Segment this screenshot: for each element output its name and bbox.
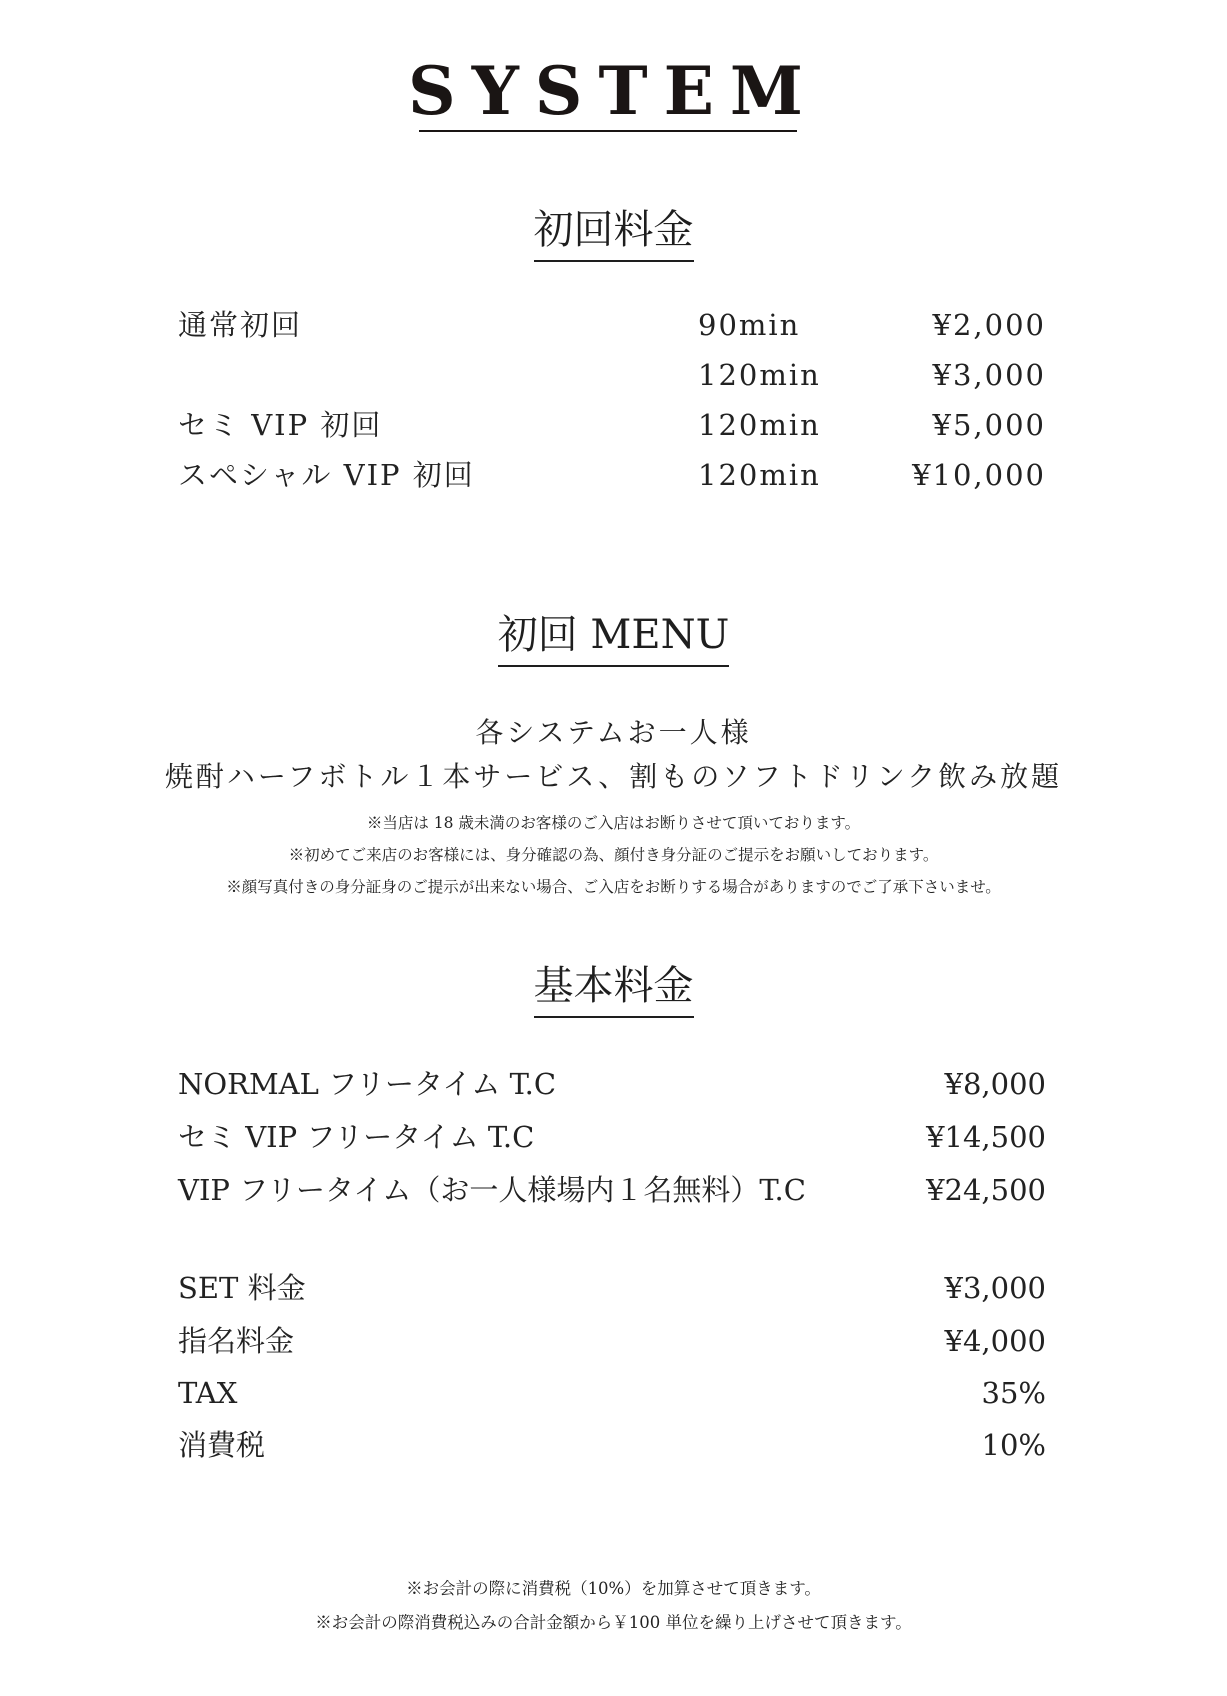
plan-duration: 120min [698,408,821,442]
charge-row [178,1424,1046,1466]
first-menu-heading-text: 初回 MENU [498,615,730,667]
basic-heading-text: 基本料金 [534,966,694,1018]
charge-row [178,1320,1046,1362]
free-time-row [178,1116,1046,1158]
first-menu-heading [0,612,1227,667]
plan-duration: 90min [698,308,801,342]
plan-label: スペシャル VIP 初回 [178,458,475,492]
plan-price: ¥5,000 [932,408,1046,442]
plan-label: セミ VIP 初回 [178,408,383,442]
charge-row [178,1267,1046,1309]
free-time-row [178,1063,1046,1105]
charge-price: ¥3,000 [944,1271,1046,1305]
free-time-price: ¥14,500 [926,1120,1046,1154]
charge-price: ¥4,000 [944,1324,1046,1358]
price-row [178,455,1046,495]
free-time-price: ¥24,500 [926,1173,1046,1207]
id-refusal-notice: ※顔写真付きの身分証身のご提示が出来ない場合、ご入店をお断りする場合がありますのでご了承下さいませ。 [226,878,1001,896]
plan-duration: 120min [698,458,821,492]
charge-price: 10% [981,1428,1046,1462]
charge-label: TAX [178,1376,238,1410]
plan-price: ¥3,000 [932,358,1046,392]
tax-notice: ※お会計の際に消費税（10%）を加算させて頂きます。 [406,1579,821,1598]
page-title: SYSTEM [408,52,819,130]
free-time-row [178,1169,1046,1211]
price-row [178,355,1046,395]
plan-label: 通常初回 [178,308,303,342]
menu-line: 焼酎ハーフボトル１本サービス、割ものソフトドリンク飲み放題 [164,760,1063,793]
price-row [178,305,1046,345]
basic-heading [0,963,1227,1018]
free-time-price: ¥8,000 [944,1067,1046,1101]
first-time-heading-text: 初回料金 [534,210,694,262]
plan-price: ¥10,000 [912,458,1046,492]
charge-price: 35% [981,1376,1046,1410]
charge-row [178,1372,1046,1414]
charge-label: SET 料金 [178,1271,306,1305]
free-time-label: VIP フリータイム（お一人様場内１名無料）T.C [178,1173,806,1207]
charge-label: 消費税 [178,1428,266,1462]
title-underline [419,130,797,132]
age-notice: ※当店は 18 歳未満のお客様のご入店はお断りさせて頂いております。 [366,814,861,832]
charge-label: 指名料金 [178,1324,295,1358]
id-notice: ※初めてご来店のお客様には、身分確認の為、顔付き身分証のご提示をお願いしております。 [288,846,939,864]
menu-line: 各システムお一人様 [475,716,752,749]
plan-duration: 120min [698,358,821,392]
first-time-heading [0,207,1227,262]
plan-price: ¥2,000 [932,308,1046,342]
free-time-label: セミ VIP フリータイム T.C [178,1120,535,1154]
rounding-notice: ※お会計の際消費税込みの合計金額から￥100 単位を繰り上げさせて頂きます。 [315,1613,912,1632]
price-row [178,405,1046,445]
free-time-label: NORMAL フリータイム T.C [178,1067,557,1101]
